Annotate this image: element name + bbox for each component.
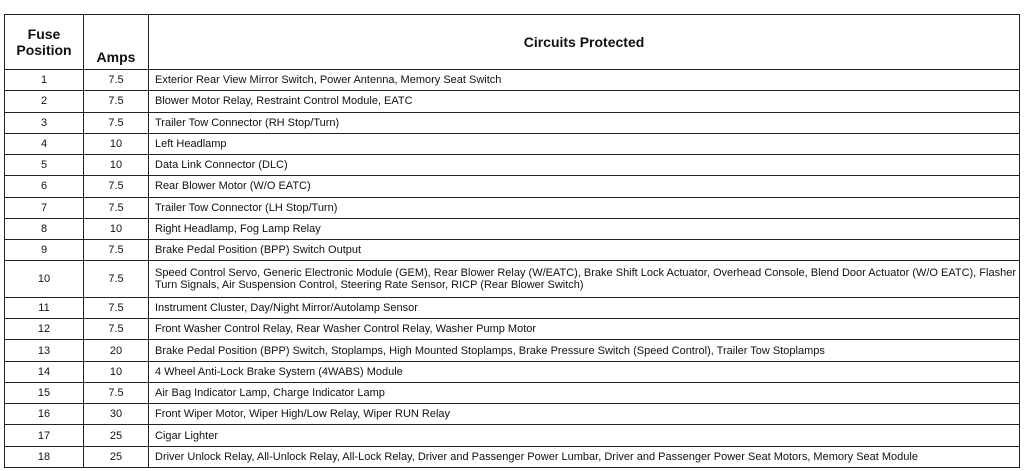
- fuse-position-cell: 18: [5, 446, 84, 467]
- table-row: [5, 361, 1020, 382]
- fuse-position-cell: 10: [5, 261, 84, 297]
- circuits-cell: Data Link Connector (DLC): [149, 155, 1020, 176]
- amps-cell: 10: [84, 155, 149, 176]
- amps-cell: 20: [84, 340, 149, 361]
- table-row: [5, 297, 1020, 318]
- circuits-cell: Instrument Cluster, Day/Night Mirror/Autolamp Sensor: [149, 297, 1020, 318]
- fuse-position-cell: 12: [5, 319, 84, 340]
- header-row: [5, 15, 1020, 70]
- table-row: [5, 240, 1020, 261]
- table-row: [5, 112, 1020, 133]
- amps-cell: 30: [84, 404, 149, 425]
- amps-cell: 7.5: [84, 319, 149, 340]
- table-row: [5, 176, 1020, 197]
- table-row: [5, 382, 1020, 403]
- amps-cell: 10: [84, 361, 149, 382]
- header-amps: Amps: [84, 15, 149, 70]
- fuse-position-cell: 16: [5, 404, 84, 425]
- circuits-cell: Speed Control Servo, Generic Electronic Module (GEM), Rear Blower Relay (W/EATC), Brake Shift Lock Actuator, Overhead Console, Blend Door Actuator (W/O EATC), Flasher Turn Signals, Air Suspension Control, Steering Rate Sensor, RICP (Rear Blower Switch): [149, 261, 1020, 297]
- circuits-cell: Front Washer Control Relay, Rear Washer Control Relay, Washer Pump Motor: [149, 319, 1020, 340]
- table-row: [5, 446, 1020, 467]
- table-row: [5, 155, 1020, 176]
- fuse-position-cell: 4: [5, 133, 84, 154]
- circuits-cell: 4 Wheel Anti-Lock Brake System (4WABS) Module: [149, 361, 1020, 382]
- table-row: [5, 340, 1020, 361]
- table-row: [5, 425, 1020, 446]
- fuse-position-cell: 13: [5, 340, 84, 361]
- header-circuits-protected: Circuits Protected: [149, 15, 1020, 70]
- fuse-position-cell: 7: [5, 197, 84, 218]
- fuse-table: [4, 14, 1020, 468]
- circuits-cell: Right Headlamp, Fog Lamp Relay: [149, 218, 1020, 239]
- fuse-position-cell: 2: [5, 91, 84, 112]
- amps-cell: 7.5: [84, 261, 149, 297]
- circuits-cell: Trailer Tow Connector (LH Stop/Turn): [149, 197, 1020, 218]
- amps-cell: 25: [84, 425, 149, 446]
- amps-cell: 7.5: [84, 197, 149, 218]
- amps-cell: 25: [84, 446, 149, 467]
- table-row: [5, 70, 1020, 91]
- fuse-position-cell: 3: [5, 112, 84, 133]
- circuits-cell: Trailer Tow Connector (RH Stop/Turn): [149, 112, 1020, 133]
- table-row: [5, 197, 1020, 218]
- table-row: [5, 218, 1020, 239]
- amps-cell: 7.5: [84, 176, 149, 197]
- amps-cell: 7.5: [84, 112, 149, 133]
- amps-cell: 10: [84, 218, 149, 239]
- circuits-cell: Blower Motor Relay, Restraint Control Module, EATC: [149, 91, 1020, 112]
- amps-cell: 7.5: [84, 297, 149, 318]
- amps-cell: 7.5: [84, 382, 149, 403]
- table-row: [5, 91, 1020, 112]
- circuits-cell: Brake Pedal Position (BPP) Switch, Stoplamps, High Mounted Stoplamps, Brake Pressure Switch (Speed Control), Trailer Tow Stoplamps: [149, 340, 1020, 361]
- circuits-cell: Cigar Lighter: [149, 425, 1020, 446]
- fuse-position-cell: 17: [5, 425, 84, 446]
- circuits-cell: Brake Pedal Position (BPP) Switch Output: [149, 240, 1020, 261]
- fuse-position-cell: 6: [5, 176, 84, 197]
- fuse-position-cell: 1: [5, 70, 84, 91]
- amps-cell: 7.5: [84, 240, 149, 261]
- circuits-cell: Left Headlamp: [149, 133, 1020, 154]
- circuits-cell: Exterior Rear View Mirror Switch, Power Antenna, Memory Seat Switch: [149, 70, 1020, 91]
- circuits-cell: Front Wiper Motor, Wiper High/Low Relay, Wiper RUN Relay: [149, 404, 1020, 425]
- table-row: [5, 133, 1020, 154]
- fuse-position-cell: 5: [5, 155, 84, 176]
- fuse-position-cell: 9: [5, 240, 84, 261]
- amps-cell: 10: [84, 133, 149, 154]
- circuits-cell: Driver Unlock Relay, All-Unlock Relay, All-Lock Relay, Driver and Passenger Power Lumbar, Driver and Passenger Power Seat Motors, Memory Seat Module: [149, 446, 1020, 467]
- header-fuse-position: Fuse Position: [5, 15, 84, 70]
- table-row: [5, 319, 1020, 340]
- fuse-position-cell: 11: [5, 297, 84, 318]
- fuse-position-cell: 15: [5, 382, 84, 403]
- fuse-position-cell: 8: [5, 218, 84, 239]
- fuse-position-cell: 14: [5, 361, 84, 382]
- circuits-cell: Rear Blower Motor (W/O EATC): [149, 176, 1020, 197]
- table-row: [5, 261, 1020, 297]
- amps-cell: 7.5: [84, 70, 149, 91]
- table-row: [5, 404, 1020, 425]
- amps-cell: 7.5: [84, 91, 149, 112]
- circuits-cell: Air Bag Indicator Lamp, Charge Indicator Lamp: [149, 382, 1020, 403]
